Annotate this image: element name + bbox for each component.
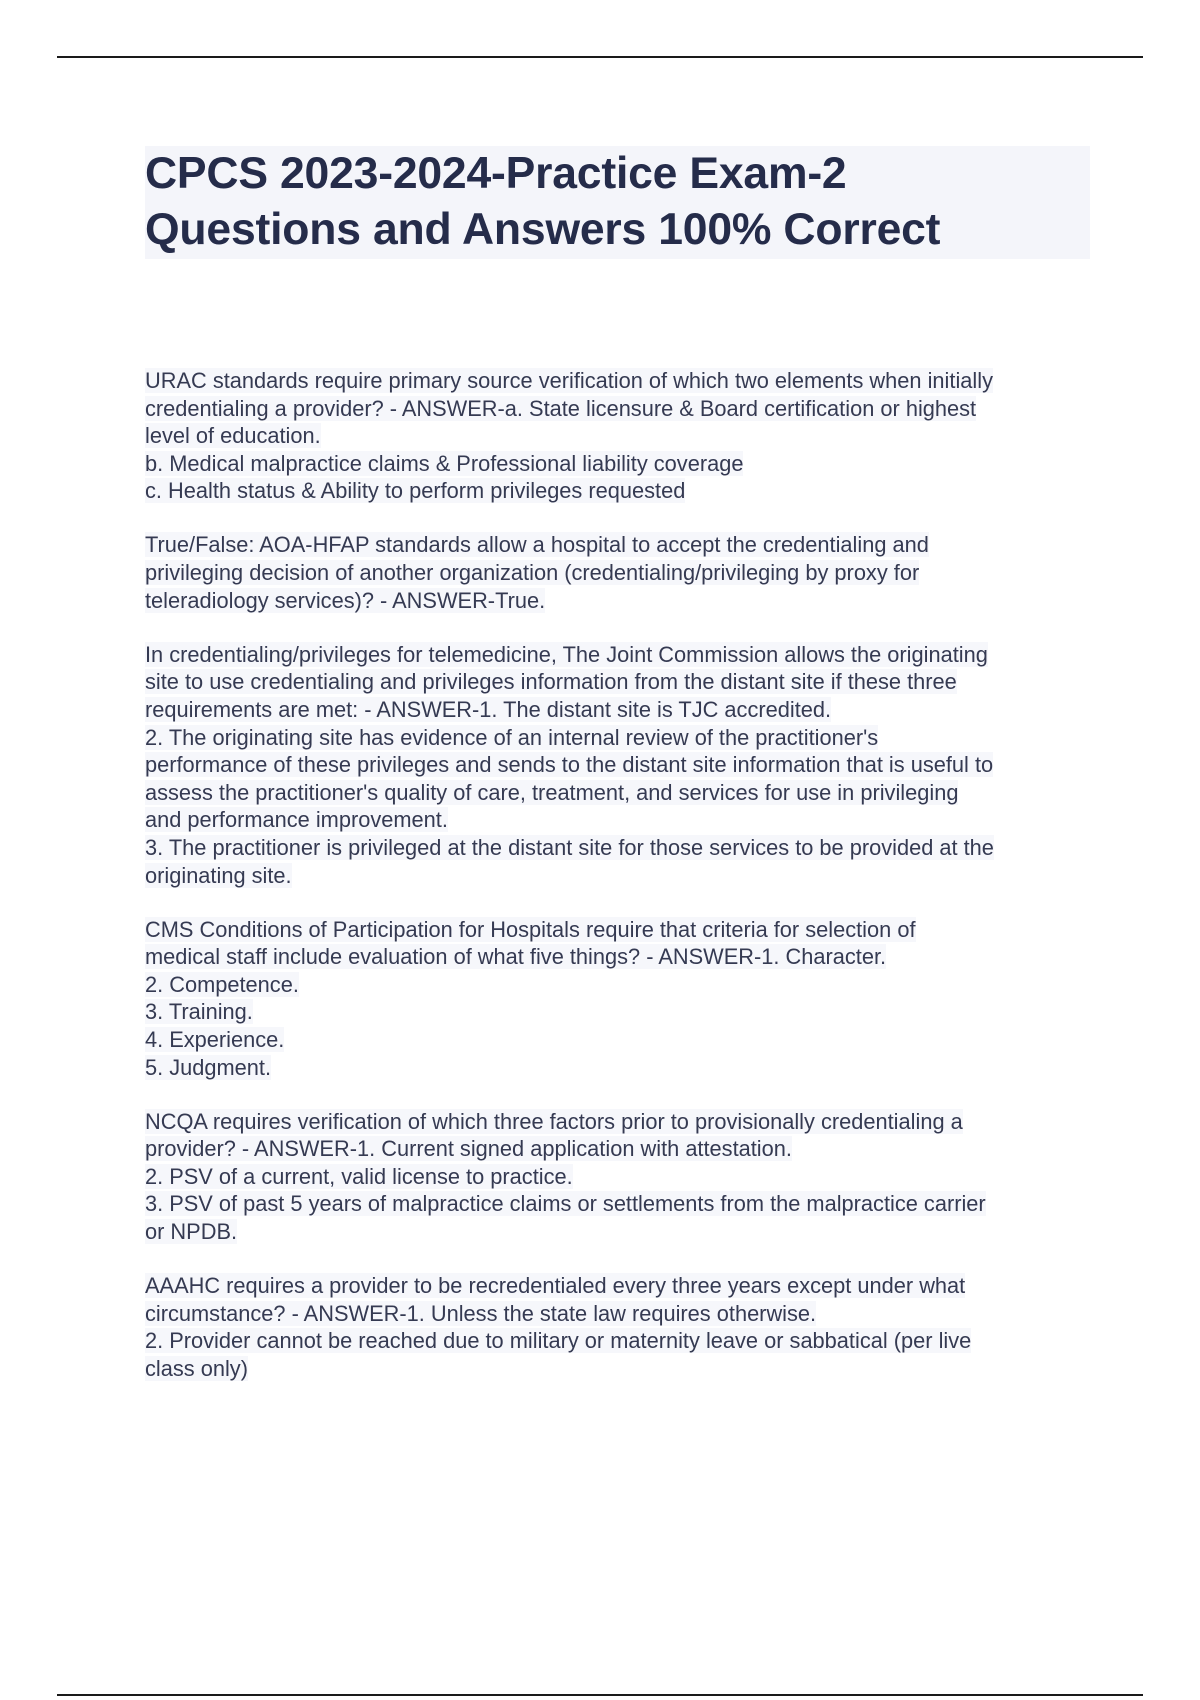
qa-line-text: requirements are met: - ANSWER-1. The distant site is TJC accredited. xyxy=(145,696,832,722)
bottom-rule xyxy=(57,1694,1143,1696)
qa-line xyxy=(145,587,1090,615)
qa-line-text: teleradiology services)? - ANSWER-True. xyxy=(145,587,546,613)
qa-line-text: 3. Training. xyxy=(145,999,253,1025)
qa-line xyxy=(145,1108,1090,1136)
qa-line xyxy=(145,367,1090,395)
qa-line-text: level of education. xyxy=(145,423,321,449)
qa-line xyxy=(145,1355,1090,1383)
qa-line-text: 2. PSV of a current, valid license to practice. xyxy=(145,1163,573,1189)
qa-item xyxy=(145,367,1090,505)
qa-line xyxy=(145,422,1090,450)
qa-line-text: originating site. xyxy=(145,862,292,888)
qa-item xyxy=(145,916,1090,1082)
qa-line-text: privileging decision of another organization (credentialing/privileging by proxy for xyxy=(145,560,920,586)
qa-line-text: and performance improvement. xyxy=(145,807,448,833)
qa-line xyxy=(145,1054,1090,1082)
qa-line-text: circumstance? - ANSWER-1. Unless the state law requires otherwise. xyxy=(145,1300,817,1326)
qa-item xyxy=(145,1272,1090,1382)
qa-line-text: credentialing a provider? - ANSWER-a. State licensure & Board certification or highest xyxy=(145,395,977,421)
qa-line xyxy=(145,806,1090,834)
qa-line xyxy=(145,834,1090,862)
qa-line xyxy=(145,1272,1090,1300)
qa-line xyxy=(145,1218,1090,1246)
qa-item xyxy=(145,641,1090,889)
qa-line-text: CMS Conditions of Participation for Hospitals require that criteria for selection of xyxy=(145,916,916,942)
qa-line-text: class only) xyxy=(145,1355,248,1381)
qa-line xyxy=(145,1135,1090,1163)
qa-line xyxy=(145,862,1090,890)
qa-line xyxy=(145,1327,1090,1355)
qa-line xyxy=(145,724,1090,752)
qa-line-text: AAAHC requires a provider to be recredentialed every three years except under what xyxy=(145,1273,966,1299)
qa-line-text: provider? - ANSWER-1. Current signed application with attestation. xyxy=(145,1136,792,1162)
qa-line-text: 3. The practitioner is privileged at the distant site for those services to be provided at the xyxy=(145,834,994,860)
qa-line-text: 2. Provider cannot be reached due to military or maternity leave or sabbatical (per live xyxy=(145,1328,972,1354)
qa-line-text: assess the practitioner's quality of care, treatment, and services for use in privileging xyxy=(145,779,959,805)
qa-line-text: 3. PSV of past 5 years of malpractice claims or settlements from the malpractice carrier xyxy=(145,1191,986,1217)
qa-line xyxy=(145,971,1090,999)
qa-line-text: True/False: AOA-HFAP standards allow a hospital to accept the credentialing and xyxy=(145,532,929,558)
qa-line-text: 5. Judgment. xyxy=(145,1054,272,1080)
qa-line xyxy=(145,531,1090,559)
qa-line xyxy=(145,779,1090,807)
qa-line-text: 2. The originating site has evidence of an internal review of the practitioner's xyxy=(145,724,879,750)
qa-line xyxy=(145,1026,1090,1054)
qa-line xyxy=(145,696,1090,724)
qa-line-text: 4. Experience. xyxy=(145,1026,285,1052)
qa-line xyxy=(145,450,1090,478)
qa-line xyxy=(145,641,1090,669)
qa-line xyxy=(145,395,1090,423)
qa-line-text: medical staff include evaluation of what five things? - ANSWER-1. Character. xyxy=(145,944,887,970)
qa-list xyxy=(145,367,1090,1383)
document-title xyxy=(145,146,1090,259)
qa-line xyxy=(145,943,1090,971)
qa-line-text: In credentialing/privileges for telemedicine, The Joint Commission allows the originating xyxy=(145,641,988,667)
qa-line xyxy=(145,1190,1090,1218)
qa-line xyxy=(145,998,1090,1026)
qa-line-text: performance of these privileges and sends to the distant site information that is useful to xyxy=(145,752,994,778)
qa-line xyxy=(145,477,1090,505)
document-page xyxy=(145,146,1090,1409)
qa-item xyxy=(145,531,1090,614)
qa-line xyxy=(145,1300,1090,1328)
qa-line xyxy=(145,751,1090,779)
qa-line xyxy=(145,559,1090,587)
qa-line-text: 2. Competence. xyxy=(145,971,299,997)
qa-line-text: b. Medical malpractice claims & Professional liability coverage xyxy=(145,450,744,476)
qa-line xyxy=(145,916,1090,944)
qa-line xyxy=(145,1163,1090,1191)
qa-line-text: URAC standards require primary source verification of which two elements when initially xyxy=(145,368,994,393)
qa-line-text: c. Health status & Ability to perform privileges requested xyxy=(145,478,686,504)
qa-line xyxy=(145,668,1090,696)
qa-line-text: or NPDB. xyxy=(145,1219,238,1245)
top-rule xyxy=(57,56,1143,58)
title-line-2: Questions and Answers 100% Correct xyxy=(145,205,941,254)
qa-item xyxy=(145,1108,1090,1246)
qa-line-text: site to use credentialing and privileges information from the distant site if these three xyxy=(145,669,957,695)
qa-line-text: NCQA requires verification of which three factors prior to provisionally credentialing a xyxy=(145,1108,963,1134)
title-line-1: CPCS 2023-2024-Practice Exam-2 xyxy=(145,149,847,198)
